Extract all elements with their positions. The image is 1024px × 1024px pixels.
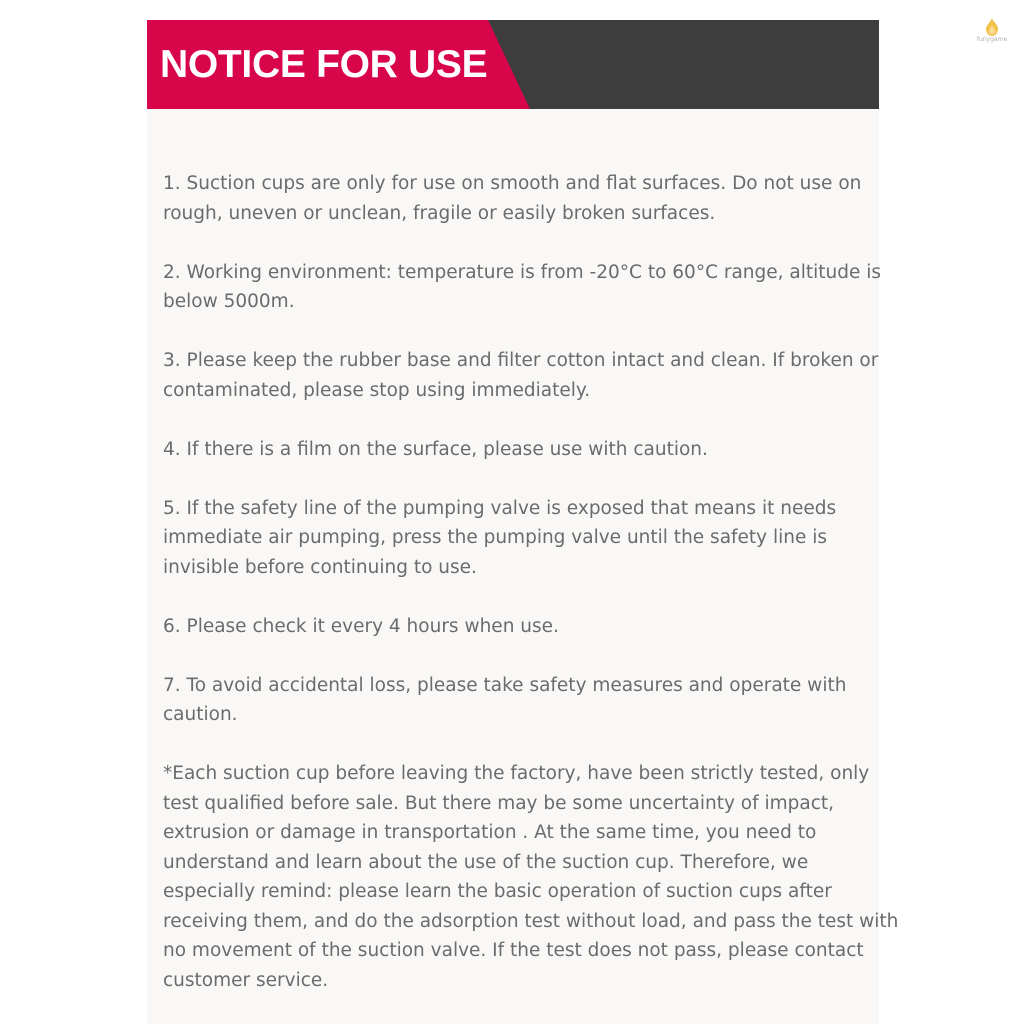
watermark-text: funygame [976,36,1008,43]
factory-note: *Each suction cup before leaving the factory, have been strictly tested, only test qualified before sale. But there may be some uncertainty of impact, extrusion or damage in transportation . At the same time, you need to understand and learn about the use of the suction cup. Therefore, we especially remind: please learn the basic operation of suction cups after receiving them, and do the adsorption test without load, and pass the test with no movement of the suction valve. If the test does not pass, please contact customer service. [163,763,899,991]
notice-content [163,169,903,1024]
watermark [970,18,1014,44]
notice-item-2: 2. Working environment: temperature is from -20°C to 60°C range, altitude is below 5000m. [163,261,882,312]
notice-item-3: 3. Please keep the rubber base and filter cotton intact and clean. If broken or contaminated, please stop using immediately. [163,350,879,401]
notice-item-6: 6. Please check it every 4 hours when use. [163,615,559,637]
notice-item-5: 5. If the safety line of the pumping valve is exposed that means it needs immediate air pumping, press the pumping valve until the safety line is invisible before continuing to use. [163,497,837,578]
notice-item-1: 1. Suction cups are only for use on smooth and flat surfaces. Do not use on rough, uneven or unclean, fragile or easily broken surfaces. [163,173,862,224]
notice-header [147,20,879,109]
flame-logo-icon [984,18,1000,36]
notice-item-4: 4. If there is a film on the surface, please use with caution. [163,438,708,460]
notice-panel [147,20,899,1024]
page-title: NOTICE FOR USE [160,43,488,86]
notice-item-7: 7. To avoid accidental loss, please take safety measures and operate with caution. [163,674,847,725]
